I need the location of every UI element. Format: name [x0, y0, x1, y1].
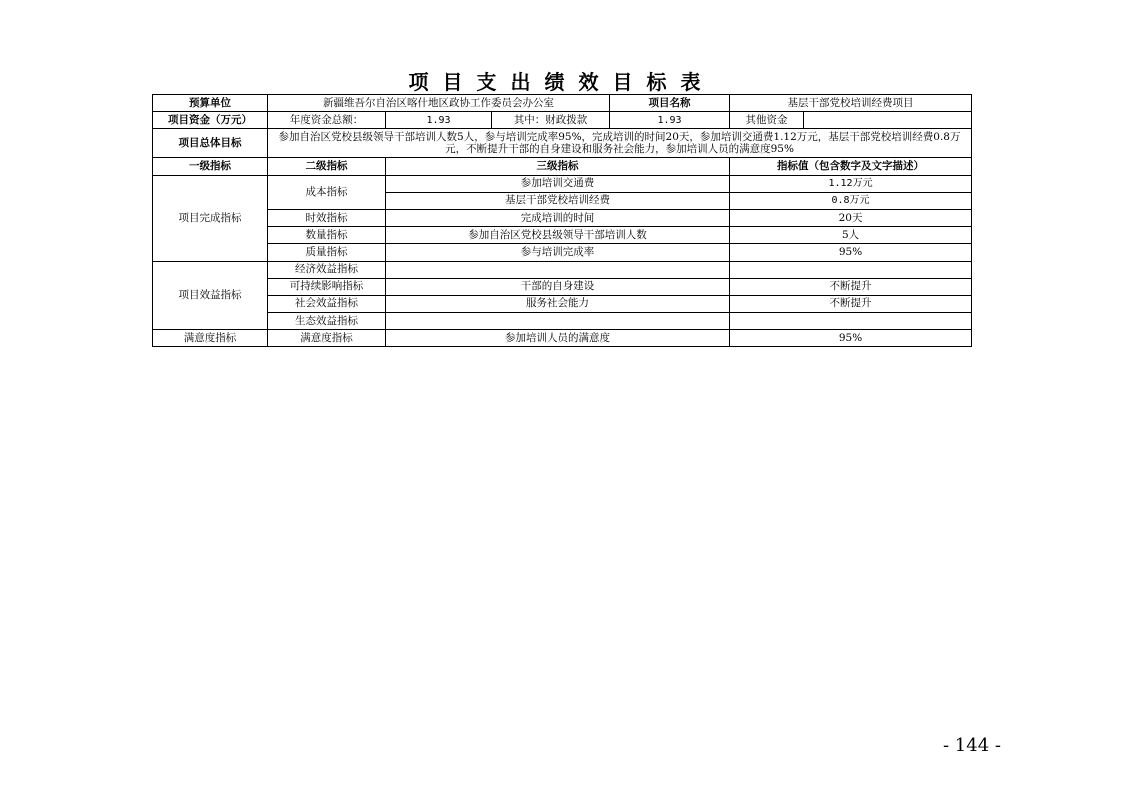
- page-title: 项目支出绩效目标表: [408, 70, 715, 94]
- level1-cell: 满意度指标: [153, 330, 268, 347]
- level2-cell: 时效指标: [268, 209, 386, 226]
- project-name-value: 基层干部党校培训经费项目: [730, 95, 972, 112]
- column-header-level2: 二级指标: [268, 158, 386, 175]
- level3-cell: 参加培训人员的满意度: [386, 330, 730, 347]
- level1-cell: 项目完成指标: [153, 175, 268, 261]
- value-cell: 95%: [730, 330, 972, 347]
- performance-target-table: [152, 94, 972, 347]
- level3-cell: 参加自治区党校县级领导干部培训人数: [386, 227, 730, 244]
- overall-goal-row: [153, 129, 972, 158]
- table-row: [153, 278, 972, 295]
- level2-cell: 经济效益指标: [268, 261, 386, 278]
- level3-cell: 干部的自身建设: [386, 278, 730, 295]
- level3-cell: 参加培训交通费: [386, 175, 730, 192]
- overall-goal-label: 项目总体目标: [153, 129, 268, 158]
- level2-cell: 满意度指标: [268, 330, 386, 347]
- funds-label: 项目资金（万元）: [153, 112, 268, 129]
- table-row: [153, 175, 972, 192]
- level3-cell: 完成培训的时间: [386, 209, 730, 226]
- table-row: [153, 227, 972, 244]
- value-cell: 不断提升: [730, 295, 972, 312]
- value-cell: 95%: [730, 244, 972, 261]
- budget-unit-label: 预算单位: [153, 95, 268, 112]
- column-header-row: [153, 158, 972, 175]
- budget-unit-value: 新疆维吾尔自治区喀什地区政协工作委员会办公室: [268, 95, 610, 112]
- fiscal-label: 其中：财政拨款: [492, 112, 610, 129]
- level2-cell: 生态效益指标: [268, 313, 386, 330]
- value-cell: [730, 313, 972, 330]
- other-funds-value: [804, 112, 972, 129]
- level2-cell: 可持续影响指标: [268, 278, 386, 295]
- table-row: [153, 261, 972, 278]
- table-row: [153, 244, 972, 261]
- level1-cell: 项目效益指标: [153, 261, 268, 330]
- table-row: [153, 295, 972, 312]
- table-row: [153, 313, 972, 330]
- header-row: [153, 95, 972, 112]
- column-header-level3: 三级指标: [386, 158, 730, 175]
- value-cell: [730, 261, 972, 278]
- column-header-value: 指标值（包含数字及文字描述）: [730, 158, 972, 175]
- value-cell: 5人: [730, 227, 972, 244]
- value-cell: 不断提升: [730, 278, 972, 295]
- annual-total-label: 年度资金总额：: [268, 112, 386, 129]
- level3-cell: [386, 261, 730, 278]
- other-funds-label: 其他资金: [730, 112, 804, 129]
- fiscal-value: 1.93: [610, 112, 730, 129]
- annual-total-value: 1.93: [386, 112, 492, 129]
- level2-cell: 数量指标: [268, 227, 386, 244]
- column-header-level1: 一级指标: [153, 158, 268, 175]
- funds-row: [153, 112, 972, 129]
- value-cell: 0.8万元: [730, 192, 972, 209]
- level3-cell: 服务社会能力: [386, 295, 730, 312]
- level3-cell: [386, 313, 730, 330]
- overall-goal-text: 参加自治区党校县级领导干部培训人数5人，参与培训完成率95%，完成培训的时间20天，参加培训交通费1.12万元，基层干部党校培训经费0.8万元，不断提升干部的自身建设和服务社会能力，参加培训人员的满意度95%: [268, 129, 972, 158]
- level3-cell: 基层干部党校培训经费: [386, 192, 730, 209]
- level2-cell: 成本指标: [268, 175, 386, 209]
- level2-cell: 质量指标: [268, 244, 386, 261]
- level3-cell: 参与培训完成率: [386, 244, 730, 261]
- page-number: - 144 -: [943, 735, 1001, 756]
- value-cell: 1.12万元: [730, 175, 972, 192]
- table-row: [153, 330, 972, 347]
- level2-cell: 社会效益指标: [268, 295, 386, 312]
- table-row: [153, 209, 972, 226]
- project-name-label: 项目名称: [610, 95, 730, 112]
- value-cell: 20天: [730, 209, 972, 226]
